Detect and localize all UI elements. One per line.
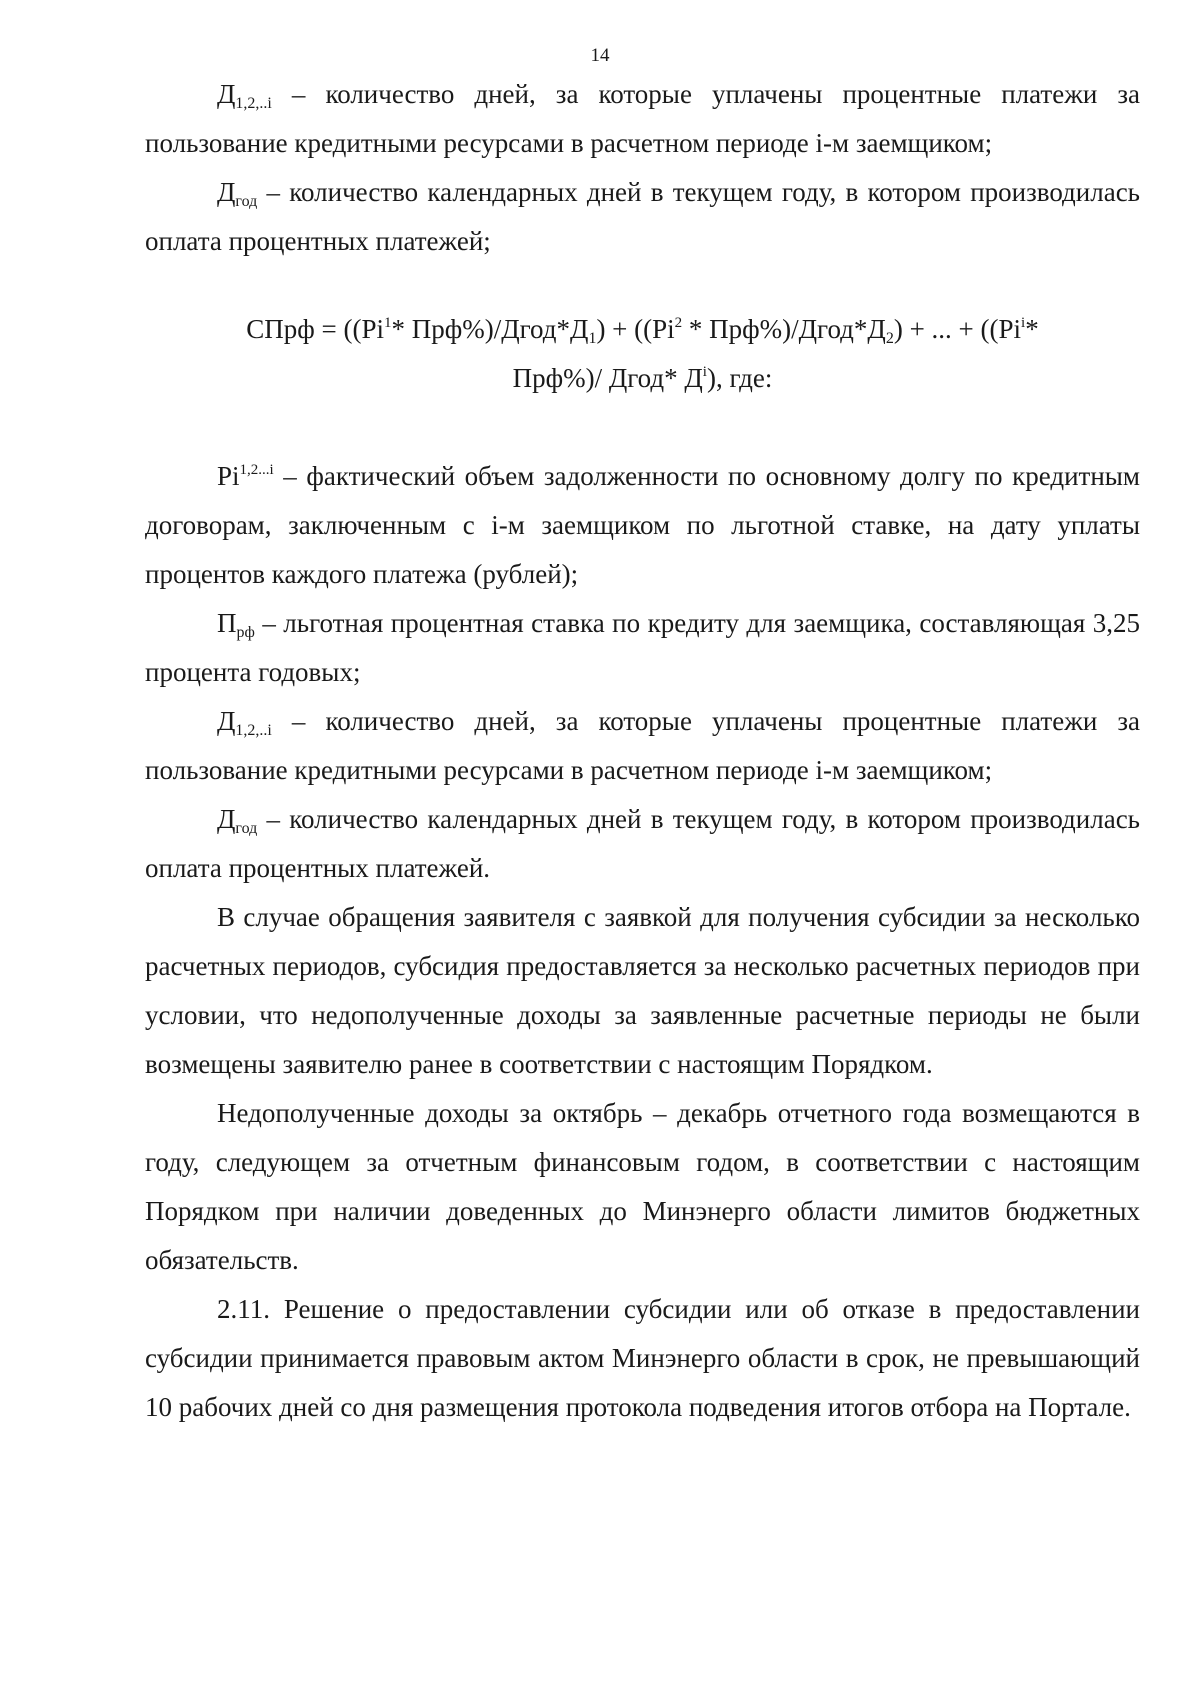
formula-part: ) + ((Pi bbox=[596, 314, 675, 344]
formula-part: ) + ... + ((Pi bbox=[893, 314, 1022, 344]
formula bbox=[145, 305, 1140, 403]
formula-superscript: i bbox=[702, 364, 707, 380]
definition-text: – фактический объем задолженности по основному долгу по кредитным договорам, заключенным с i-м заемщиком по льготной ставке, на дату уплаты процентов каждого платежа (рублей); bbox=[145, 461, 1140, 589]
symbol: Д bbox=[217, 804, 236, 834]
symbol-subscript: 1,2,..i bbox=[235, 722, 272, 739]
definition-text: – количество дней, за которые уплачены процентные платежи за пользование кредитными ресурсами в расчетном периоде i-м заемщиком; bbox=[145, 79, 1140, 158]
definition-text: – количество календарных дней в текущем году, в котором производилась оплата процентных платежей. bbox=[145, 804, 1140, 883]
formula-superscript: 1 bbox=[384, 315, 392, 331]
definition-debt-volume bbox=[145, 452, 1140, 599]
formula-superscript: 2 bbox=[674, 315, 683, 331]
definition-days-paid bbox=[145, 70, 1140, 168]
formula-subscript: 1 bbox=[588, 330, 597, 347]
definition-text: – количество дней, за которые уплачены процентные платежи за пользование кредитными ресурсами в расчетном периоде i-м заемщиком; bbox=[145, 706, 1140, 785]
symbol-superscript: 1,2...i bbox=[239, 462, 274, 478]
paragraph-october-december: Недополученные доходы за октябрь – декабрь отчетного года возмещаются в году, следующем за отчетным финансовым годом, в соответствии с настоящим Порядком при наличии доведенных до Минэнерго области лимитов бюджетных обязательств. bbox=[145, 1098, 1140, 1275]
formula-part: * Прф%)/Дгод*Д bbox=[391, 314, 589, 344]
formula-part: * Прф%)/Дгод*Д bbox=[682, 314, 886, 344]
symbol: Д bbox=[217, 177, 236, 207]
symbol-subscript: рф bbox=[236, 624, 255, 641]
definition-days-year-repeat bbox=[145, 795, 1140, 893]
definition-days-paid-repeat bbox=[145, 697, 1140, 795]
paragraph-2-11: 2.11. Решение о предоставлении субсидии или об отказе в предоставлении субсидии принимается правовым актом Минэнерго области в срок, не превышающий 10 рабочих дней со дня размещения протокола подведения итогов отбора на Портале. bbox=[145, 1294, 1140, 1422]
definition-preferential-rate bbox=[145, 599, 1140, 697]
page-number: 14 bbox=[590, 45, 610, 66]
symbol: Д bbox=[217, 79, 236, 109]
formula-part: Прф%)/ Дгод* Д bbox=[512, 363, 703, 393]
symbol-subscript: год bbox=[235, 820, 258, 837]
formula-line-1 bbox=[145, 305, 1140, 354]
formula-superscript: i bbox=[1021, 315, 1026, 331]
symbol: Д bbox=[217, 706, 236, 736]
paragraph-multiple-periods: В случае обращения заявителя с заявкой для получения субсидии за несколько расчетных периодов, субсидия предоставляется за несколько расчетных периодов при условии, что недополученные доходы за заявленные расчетные периоды не были возмещены заявителю ранее в соответствии с настоящим Порядком. bbox=[145, 902, 1140, 1079]
symbol: Pi bbox=[217, 461, 240, 491]
symbol-subscript: 1,2,..i bbox=[235, 95, 272, 112]
formula-subscript: 2 bbox=[885, 330, 894, 347]
symbol: П bbox=[217, 608, 237, 638]
formula-part: * bbox=[1025, 314, 1039, 344]
formula-line-2 bbox=[145, 354, 1140, 403]
formula-part: СПрф = ((Pi bbox=[246, 314, 384, 344]
document-body bbox=[145, 70, 1140, 1432]
definition-text: – льготная процентная ставка по кредиту для заемщика, составляющая 3,25 процента годовых; bbox=[145, 608, 1140, 687]
symbol-subscript: год bbox=[235, 193, 258, 210]
definition-days-year bbox=[145, 168, 1140, 266]
definition-text: – количество календарных дней в текущем году, в котором производилась оплата процентных платежей; bbox=[145, 177, 1140, 256]
formula-part: ), где: bbox=[706, 363, 773, 393]
